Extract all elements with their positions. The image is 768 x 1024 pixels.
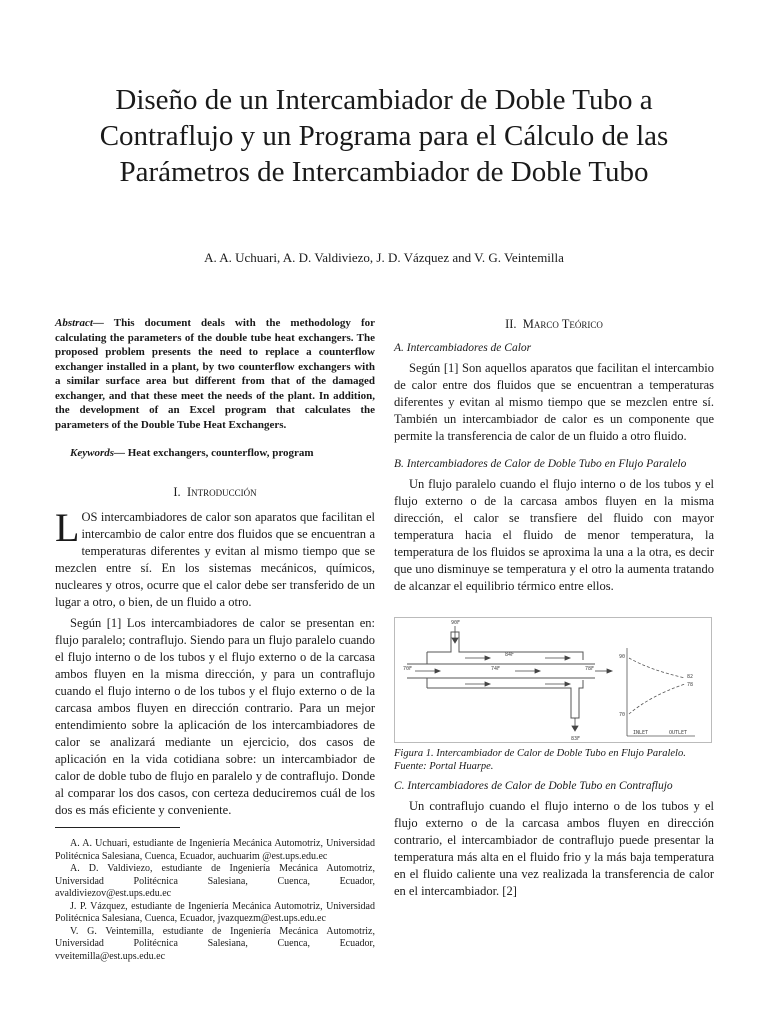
abstract — [55, 316, 375, 432]
label-tube-out: 78F — [585, 666, 595, 672]
graph-label-outlet: OUTLET — [669, 730, 688, 736]
graph-label-inlet: INLET — [633, 730, 649, 736]
label-shell-mid: 84F — [505, 652, 515, 658]
footnote: A. A. Uchuari, estudiante de Ingeniería Mecánica Automotriz, Universidad Politécnica Salesiana, Cuenca, Ecuador, auchuarim @est.ups.edu.ec — [55, 838, 375, 862]
graph-label-r1: 82 — [687, 674, 694, 680]
subsection-heading-b: B. Intercambiadores de Calor de Doble Tubo en Flujo Paralelo — [394, 458, 687, 470]
keywords — [70, 446, 375, 460]
graph-label-top: 90 — [619, 654, 626, 660]
abstract-label: Abstract— — [55, 317, 104, 329]
label-shell-in: 90F — [451, 620, 461, 626]
section-heading-intro: I. Introducción — [173, 485, 257, 499]
right-column — [394, 316, 714, 900]
footnote-divider — [55, 827, 180, 828]
label-tube-in: 70F — [403, 666, 413, 672]
subsection-heading-c: C. Intercambiadores de Calor de Doble Tubo en Contraflujo — [394, 780, 673, 792]
footnotes — [55, 838, 375, 963]
keywords-label: Keywords— — [70, 447, 125, 459]
intro-paragraph-2: Según [1] Los intercambiadores de calor se presentan en: flujo paralelo; contraflujo. Siendo para un flujo paralelo cuando el flujo interno o de los tubos y el flujo externo o de la carcasa ambos fluyen en la misma dirección, y para un contraflujo cuando el flujo interno o de los tubos y el flujo externo o de la carcasa ambos fluyen en dirección contrario. Para un mejor entendimiento sobre la aplicación de los intercambiadores de calor se analizará mediante un ejercicio, dos casos de aplicación en la vida cotidiana sobre: un intercambiador de calor de doble tubo de flujo en paralelo y de contraflujo. Donde al comparar los dos casos, con certeza deduciremos cuál de los dos es más eficiente y conveniente. — [55, 616, 375, 817]
subsection-a-text: Según [1] Son aquellos aparatos que facilitan el intercambio de calor entre dos fluidos que se encuentran a temperaturas diferentes y evitan al mismo tiempo que se mezclen entre sí. También un intercambiador de calor es un componente que permite la transferencia de calor de un fluido a otro fluido. — [394, 361, 714, 443]
label-tube-mid: 74F — [491, 666, 501, 672]
footnote: V. G. Veintemilla, estudiante de Ingeniería Mecánica Automotriz, Universidad Politécnica Salesiana, Cuenca, Ecuador, vveitemilla@est.ups.edu.ec — [55, 925, 375, 962]
heat-exchanger-diagram — [395, 618, 711, 742]
left-column — [55, 316, 375, 819]
subsection-c-text: Un contraflujo cuando el flujo interno o de los tubos y el flujo externo o de la carcasa ambos fluyen en dirección contrario, el intercambiador de contraflujo puede presentar la temperatura más alta en el fluido frio y la más baja temperatura en el fluido caliente una vez realizada la transferencia de calor en el intercambiador. [2] — [394, 799, 714, 898]
graph-label-bottom: 70 — [619, 712, 626, 718]
subsection-heading-a: A. Intercambiadores de Calor — [394, 342, 532, 354]
label-shell-out: 83F — [571, 736, 581, 742]
footnote: A. D. Valdiviezo, estudiante de Ingeniería Mecánica Automotriz, Universidad Politécnica Salesiana, Cuenca, Ecuador, avaldiviezov@est.ups.edu.ec — [55, 863, 375, 899]
intro-paragraph-1: LOS intercambiadores de calor son aparatos que facilitan el intercambio de calor entre dos fluidos que se encuentran a temperaturas diferentes y evitan al mismo tiempo que se mezclen entre sí. En los sistemas mecánicos, químicos, nucleares y otros, ocurre que el calor debe ser transferido de un lugar a otro, o bien, de un fluido a otro. — [55, 505, 375, 609]
graph-label-r2: 78 — [687, 682, 694, 688]
dropcap: L — [55, 505, 80, 550]
section-heading-marco: II. Marco Teórico — [505, 317, 603, 331]
abstract-text: This document deals with the methodology for calculating the parameters of the double tube heat exchangers. The proposed problem presents the need to replace a counterflow exchanger installed in a plant, by two counterflow exchangers with a similar surface area but different from that of the damaged exchanger, and that these meet the needs of the plant. In addition, the development of an Excel program that calculates the parameters of the Double Tube Heat Exchangers. — [55, 317, 375, 431]
footnote: J. P. Vázquez, estudiante de Ingeniería Mecánica Automotriz, Universidad Politécnica Salesiana, Cuenca, Ecuador, jvazquezm@est.ups.edu.ec — [55, 900, 375, 924]
author-list: A. A. Uchuari, A. D. Valdiviezo, J. D. Vázquez and V. G. Veintemilla — [204, 250, 564, 265]
paper-title: Diseño de un Intercambiador de Doble Tubo a Contraflujo y un Programa para el Cálculo de las Parámetros de Intercambiador de Doble Tubo — [99, 84, 669, 188]
subsection-b-text: Un flujo paralelo cuando el flujo interno o de los tubos y el flujo externo o de la carcasa ambos fluyen en la misma dirección, el calor se transfiere del fluido con mayor temperatura hacia el fluido de menor temperatura, la temperatura de los fluidos se aproxima la una a la otra, es decir que uno disminuye se temperatura y el otro la aumenta tratando de alcanzar el equilibrio térmico entre ellos. — [394, 477, 714, 593]
figure-heat-exchanger — [394, 617, 712, 743]
figure-caption: Figura 1. Intercambiador de Calor de Doble Tubo en Flujo Paralelo. Fuente: Portal Huarpe. — [394, 748, 686, 772]
keywords-text: Heat exchangers, counterflow, program — [125, 447, 314, 459]
